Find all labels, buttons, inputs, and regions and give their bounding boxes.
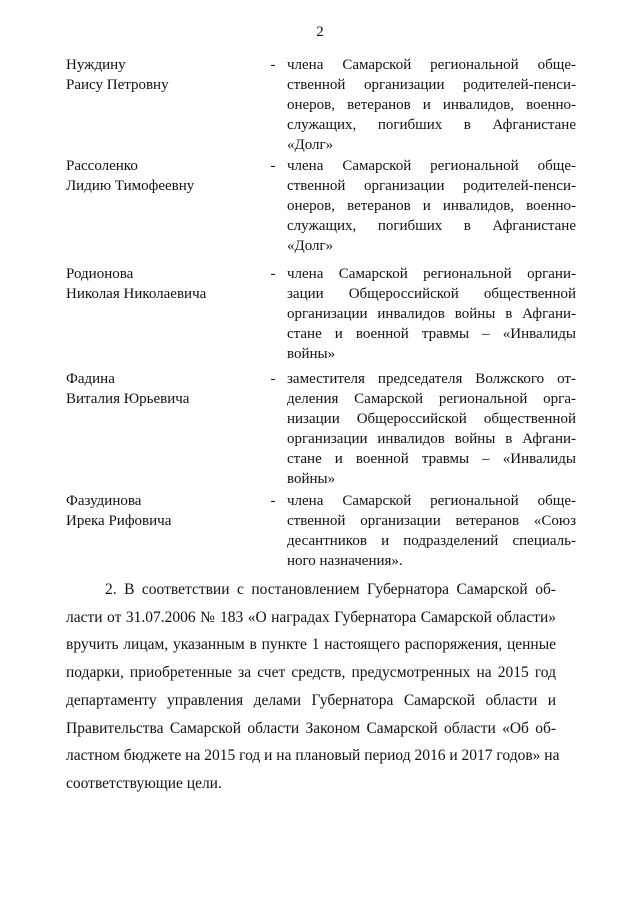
name-line: Лидию Тимофеевну [66,178,195,194]
dash-separator: - [270,266,276,282]
person-name [66,55,266,95]
position-line: члена Самарской региональной обще- [287,493,576,509]
position-line: стане и военной травмы – «Инвалиды [287,326,576,342]
position-line: десантников и подразделений специаль- [287,533,576,549]
dash-separator: - [270,493,276,509]
paragraph-line: подарки, приобретенные за счет средств, предусмотренных на 2015 год [66,664,556,682]
position-line: организации инвалидов войны в Афгани- [287,431,576,447]
name-line: Фадина [66,371,115,387]
dash-separator: - [270,158,276,174]
position-line: онеров, ветеранов и инвалидов, военно- [287,198,576,214]
person-name [66,491,266,531]
position-line: стане и военной травмы – «Инвалиды [287,451,576,467]
clause-paragraph [66,576,560,798]
paragraph-line: 2. В соответствии с постановлением Губернатора Самарской об- [105,581,556,598]
position-line: члена Самарской региональной обще- [287,57,576,73]
person-position [287,156,576,256]
position-line: заместителя председателя Волжского от- [287,371,576,387]
position-line: ственной организации ветеранов «Союз [287,513,576,529]
dash-separator: - [270,57,276,73]
name-line: Николая Николаевича [66,286,207,302]
person-position [287,491,576,571]
person-name [66,369,266,409]
position-line: служащих, погибших в Афганистане [287,117,576,133]
person-position [287,369,576,489]
position-line: ственной организации родителей-пенси- [287,77,576,93]
position-line: зации Общероссийской общественной [287,286,576,302]
position-line: онеров, ветеранов и инвалидов, военно- [287,97,576,113]
position-line: ственной организации родителей-пенси- [287,178,576,194]
person-position [287,55,576,155]
name-line: Раису Петровну [66,77,169,93]
position-line: члена Самарской региональной обще- [287,158,576,174]
position-line: войны» [287,471,336,487]
position-line: «Долг» [287,238,334,254]
position-line: «Долг» [287,137,334,153]
person-name [66,264,266,304]
paragraph-line: Правительства Самарской области Законом Самарской области «Об об- [66,719,556,737]
paragraph-line: департаменту управления делами Губернатора Самарской области и [66,691,556,709]
name-line: Ирека Рифовича [66,513,172,529]
position-line: члена Самарской региональной органи- [287,266,576,282]
person-position [287,264,576,364]
paragraph-line: ластном бюджете на 2015 год и на плановый период 2016 и 2017 годов» на [66,747,560,765]
position-line: войны» [287,346,336,362]
paragraph-line: соответствующие цели. [66,774,222,792]
dash-separator: - [270,371,276,387]
name-line: Фазудинова [66,493,142,509]
position-line: низации Общероссийской общественной [287,411,576,427]
person-name [66,156,266,196]
position-line: деления Самарской региональной орга- [287,391,576,407]
name-line: Рассоленко [66,158,138,174]
name-line: Виталия Юрьевича [66,391,190,407]
position-line: ного назначения». [287,553,403,569]
paragraph-line: вручить лицам, указанным в пункте 1 настоящего распоряжения, ценные [66,636,556,654]
position-line: организации инвалидов войны в Афгани- [287,306,576,322]
paragraph-line: ласти от 31.07.2006 № 183 «О наградах Губернатора Самарской области» [66,608,556,626]
name-line: Нуждину [66,57,126,73]
page-number: 2 [316,24,324,40]
position-line: служащих, погибших в Афганистане [287,218,576,234]
name-line: Родионова [66,266,134,282]
